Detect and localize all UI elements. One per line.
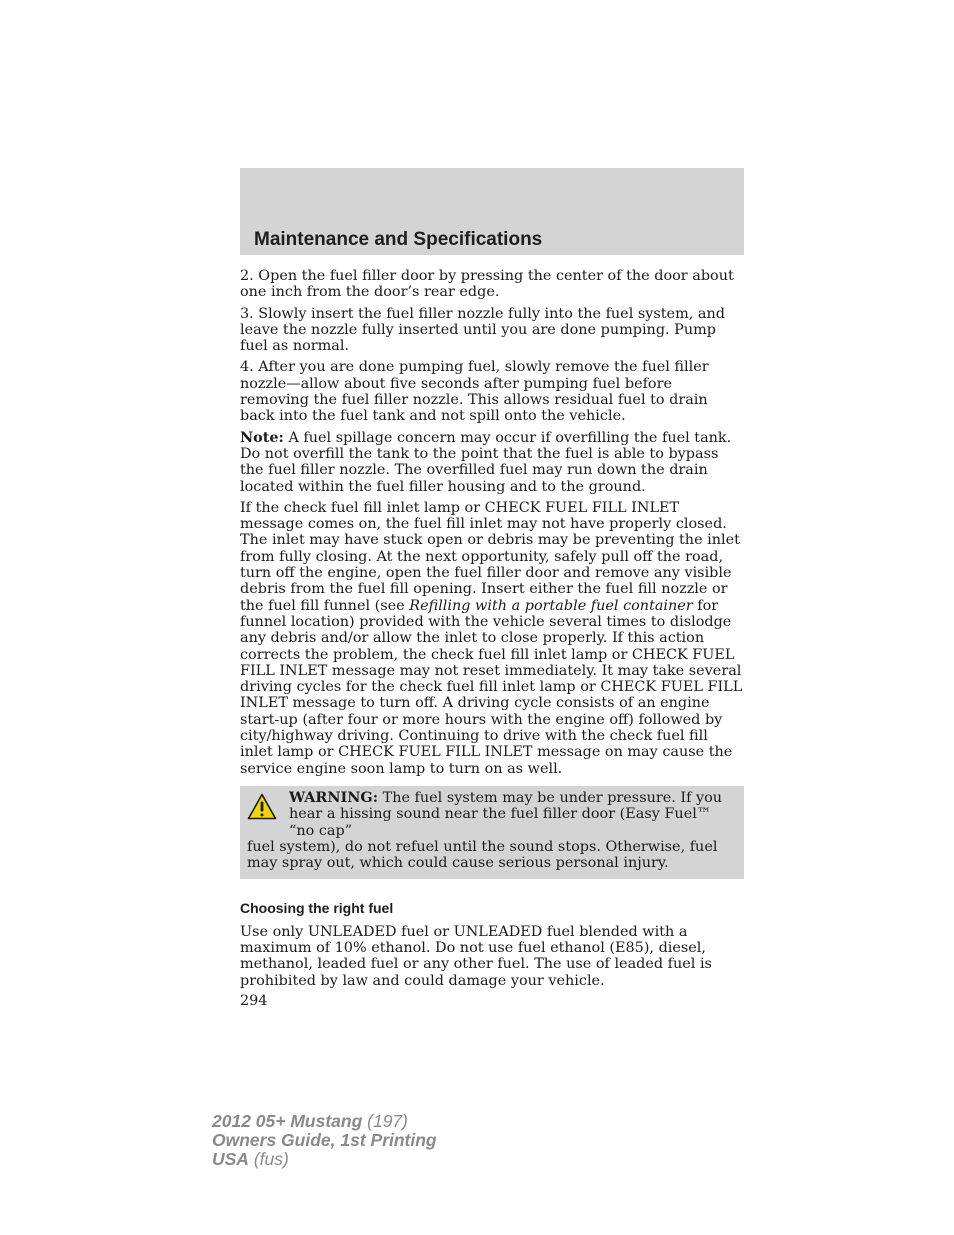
fuel-inlet-paragraph [240, 500, 744, 777]
step-4-paragraph: 4. After you are done pumping fuel, slowly remove the fuel filler nozzle—allow about five seconds after pumping fuel before removing the fuel filler nozzle. This allows residual fuel to drain back into the fuel tank and not spill onto the vehicle. [240, 359, 709, 425]
footer-market-code: (fus) [248, 1149, 289, 1169]
footer-market: USA [212, 1149, 249, 1169]
footer-line-2: Owners Guide, 1st Printing [212, 1130, 437, 1150]
fuel-choice-paragraph: Use only UNLEADED fuel or UNLEADED fuel blended with a maximum of 10% ethanol. Do not use fuel ethanol (E85), diesel, methanol, leaded fuel or any other fuel. The use of leaded fuel is prohibited by law and could damage your vehicle. [240, 923, 712, 989]
footer-line-3 [212, 1150, 437, 1169]
footer-model: 2012 05+ Mustang [212, 1111, 363, 1131]
warning-label: WARNING: [289, 788, 379, 806]
note-text: A fuel spillage concern may occur if overfilling the fuel tank. Do not overfill the tank to the point that the fuel is able to bypass the fuel filler nozzle. The overfilled fuel may run down the drain located within the fuel filler housing and to the ground. [240, 429, 732, 495]
cross-reference-link: Refilling with a portable fuel container [409, 597, 693, 614]
note-label: Note: [240, 428, 284, 446]
warning-box [240, 786, 744, 879]
step-3-paragraph: 3. Slowly insert the fuel filler nozzle fully into the fuel system, and leave the nozzle fully inserted until you are done pumping. Pump fuel as normal. [240, 305, 725, 355]
fuel-inlet-text-2: for funnel location) provided with the vehicle several times to dislodge any debris and/or allow the inlet to close properly. If this action corrects the problem, the check fuel fill inlet lamp or CHECK FUEL FILL INLET message may not reset immediately. It may take several driving cycles for the check fuel fill inlet lamp or CHECK FUEL FILL INLET message to turn off. A driving cycle consists of an engine start-up (after four or more hours with the engine off) followed by city/highway driving. Continuing to drive with the check fuel fill inlet lamp or CHECK FUEL FILL INLET message on may cause the service engine soon lamp to turn on as well. [240, 597, 743, 777]
fuel-inlet-text-1: If the check fuel fill inlet lamp or CHECK FUEL FILL INLET message comes on, the fuel fill inlet may not have properly closed. The inlet may have stuck open or debris may be preventing the inlet from fully closing. At the next opportunity, safely pull off the road, turn off the engine, open the fuel filler door and remove any visible debris from the fuel fill opening. Insert either the fuel fill nozzle or the fuel fill funnel (see [240, 499, 740, 614]
footer-model-code: (197) [362, 1111, 408, 1131]
warning-text-rest: fuel system), do not refuel until the sound stops. Otherwise, fuel may spray out, which could cause serious personal injury. [247, 838, 718, 872]
note-paragraph [240, 430, 744, 495]
warning-triangle-icon [247, 793, 277, 820]
page-number: 294 [240, 992, 268, 1009]
step-2-paragraph: 2. Open the fuel filler door by pressing the center of the door about one inch from the door’s rear edge. [240, 268, 734, 301]
section-header-band [240, 168, 744, 255]
footer-line-1 [212, 1112, 437, 1131]
warning-first-lines [247, 790, 734, 839]
section-heading: Choosing the right fuel [240, 900, 394, 917]
section-title: Maintenance and Specifications [254, 229, 543, 250]
warning-text-start: The fuel system may be under pressure. If you hear a hissing sound near the fuel filler door (Easy Fuel™ “no cap” [289, 789, 723, 839]
page-content [240, 268, 744, 1009]
document-footer [212, 1112, 437, 1169]
